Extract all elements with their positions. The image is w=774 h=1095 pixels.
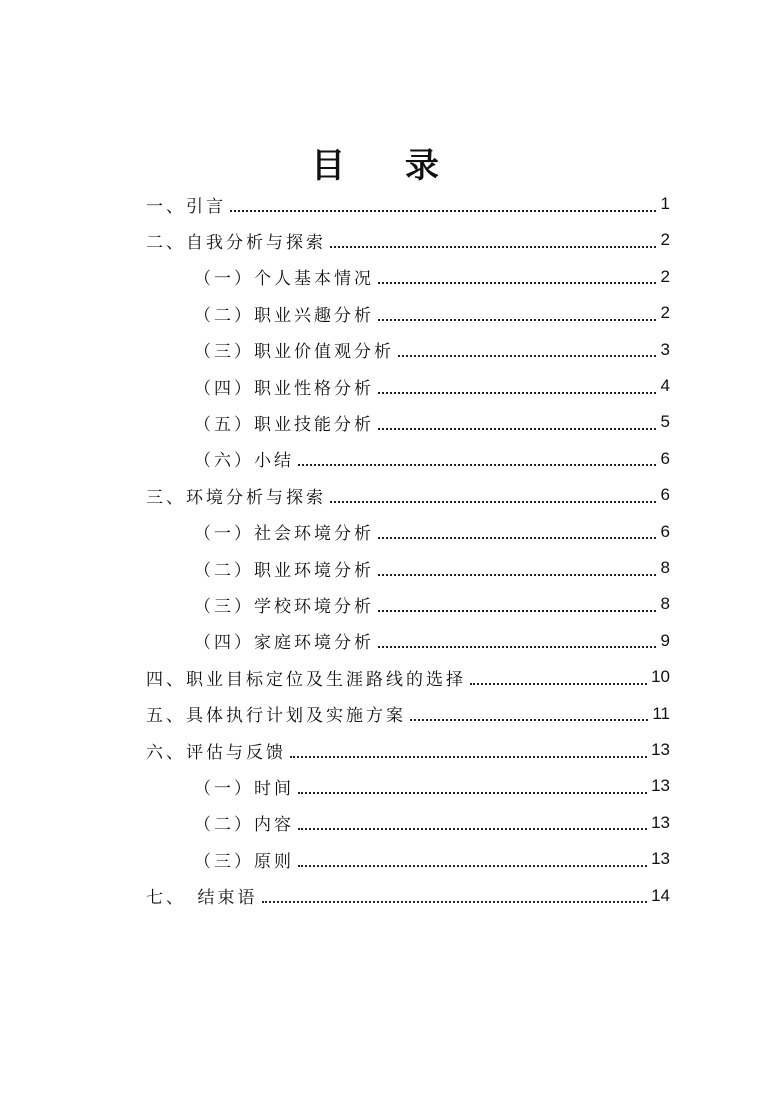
dot-leader — [230, 209, 656, 212]
dot-leader — [330, 500, 656, 503]
toc-entry-label: （三）原则 — [194, 851, 294, 872]
toc-entry-label: （六）小结 — [194, 451, 294, 472]
toc-entry[interactable] — [194, 514, 670, 550]
toc-entry[interactable] — [194, 805, 670, 841]
toc-entry[interactable] — [194, 550, 670, 586]
toc-entry[interactable] — [194, 768, 670, 804]
toc-entry-label: （三）职业价值观分析 — [194, 342, 394, 363]
toc-entry[interactable] — [146, 732, 670, 768]
toc-entry-page-number: 5 — [660, 412, 670, 432]
toc-entry-label: 三、环境分析与探索 — [146, 487, 326, 508]
dot-leader — [262, 900, 648, 903]
toc-entry-label: （四）职业性格分析 — [194, 378, 374, 399]
toc-entry-label: （二）职业兴趣分析 — [194, 305, 374, 326]
dot-leader — [378, 427, 656, 430]
toc-entry-page-number: 10 — [651, 667, 670, 687]
toc-entry-label: 七、 结束语 — [146, 888, 258, 909]
toc-entry-label: （四）家庭环境分析 — [194, 633, 374, 654]
toc-entry-label: 六、评估与反馈 — [146, 742, 286, 763]
toc-entry[interactable] — [146, 696, 670, 732]
toc-entry-page-number: 13 — [651, 776, 670, 796]
dot-leader — [398, 354, 656, 357]
toc-entry-page-number: 2 — [660, 230, 670, 250]
dot-leader — [298, 463, 656, 466]
toc-entry[interactable] — [194, 295, 670, 331]
toc-entry-page-number: 3 — [660, 339, 670, 359]
dot-leader — [290, 755, 647, 758]
toc-entry[interactable] — [146, 878, 670, 914]
toc-entry-label: （二）职业环境分析 — [194, 560, 374, 581]
dot-leader — [378, 645, 656, 648]
dot-leader — [298, 864, 647, 867]
toc-entry[interactable] — [194, 586, 670, 622]
toc-entry-page-number: 13 — [651, 812, 670, 832]
toc-entry-label: 四、职业目标定位及生涯路线的选择 — [146, 669, 466, 690]
toc-entry-label: （一）个人基本情况 — [194, 269, 374, 290]
toc-entry-label: （一）时间 — [194, 778, 294, 799]
dot-leader — [378, 318, 656, 321]
page-title: 目 录 — [311, 146, 463, 186]
dot-leader — [298, 827, 647, 830]
toc-entry-page-number: 8 — [660, 558, 670, 577]
toc-entry[interactable] — [194, 841, 670, 877]
toc-entry-label: 五、具体执行计划及实施方案 — [146, 706, 406, 727]
dot-leader — [330, 245, 656, 248]
dot-leader — [470, 682, 647, 685]
toc-entry[interactable] — [194, 623, 670, 659]
toc-entry-page-number: 6 — [660, 448, 670, 468]
toc-entry-page-number: 8 — [660, 594, 670, 614]
toc-entry-page-number: 6 — [660, 521, 670, 541]
toc-entry-page-number: 14 — [651, 885, 670, 905]
dot-leader — [298, 791, 647, 794]
toc-entry[interactable] — [146, 477, 670, 513]
dot-leader — [378, 536, 656, 539]
toc-entry-label: 一、引言 — [146, 196, 226, 217]
toc-entry[interactable] — [194, 404, 670, 440]
toc-entry-page-number: 4 — [660, 376, 670, 395]
toc-entry[interactable] — [194, 332, 670, 368]
toc-entry[interactable] — [146, 186, 670, 222]
toc-entry-page-number: 13 — [651, 740, 670, 759]
dot-leader — [378, 281, 656, 284]
toc-entry-page-number: 6 — [660, 485, 670, 505]
toc-entry-page-number: 2 — [660, 303, 670, 323]
toc-entry-label: （五）职业技能分析 — [194, 414, 374, 435]
dot-leader — [378, 609, 656, 612]
toc-entry[interactable] — [146, 222, 670, 258]
toc-entry-page-number: 1 — [660, 194, 670, 213]
dot-leader — [378, 573, 656, 576]
toc-entry[interactable] — [194, 441, 670, 477]
toc-entry-label: 二、自我分析与探索 — [146, 232, 326, 253]
toc-entry-page-number: 2 — [660, 266, 670, 286]
dot-leader — [378, 391, 656, 394]
toc-entry-label: （三）学校环境分析 — [194, 596, 374, 617]
toc-entry[interactable] — [146, 659, 670, 695]
toc-entry[interactable] — [194, 368, 670, 404]
toc-entry-page-number: 11 — [652, 703, 670, 723]
dot-leader — [410, 718, 648, 721]
toc-entry-label: （一）社会环境分析 — [194, 524, 374, 545]
toc-entry[interactable] — [194, 259, 670, 295]
toc-entry-page-number: 13 — [651, 849, 670, 869]
toc-entry-page-number: 9 — [660, 630, 670, 650]
toc-entry-label: （二）内容 — [194, 815, 294, 836]
